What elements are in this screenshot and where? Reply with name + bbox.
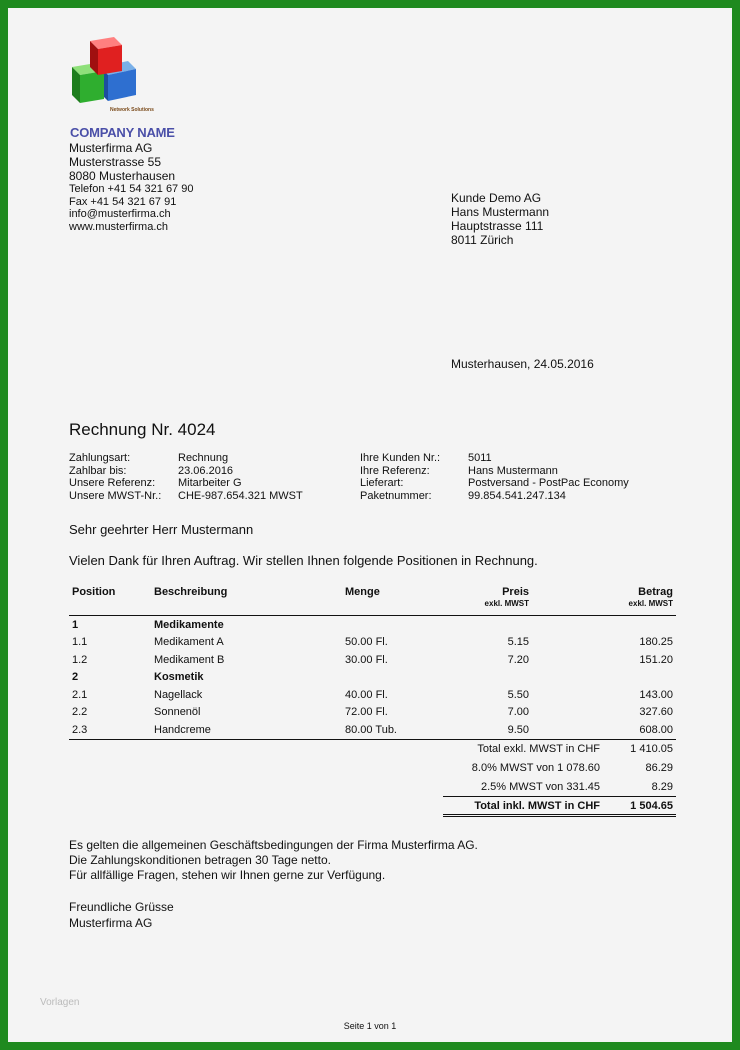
meta-value: 99.854.541.247.134	[468, 489, 566, 502]
header-price	[442, 584, 532, 616]
grand-total-label: Total inkl. MWST in CHF	[443, 797, 603, 816]
table-row	[69, 651, 676, 669]
recipient-city: 8011 Zürich	[451, 233, 514, 247]
sender-phone: Telefon +41 54 321 67 90	[69, 183, 194, 195]
invoice-title: Rechnung Nr. 4024	[69, 420, 216, 439]
logo-tagline: Network Solutions	[110, 107, 154, 113]
logo-company-name: COMPANY NAME	[70, 125, 175, 140]
salutation: Sehr geehrter Herr Mustermann	[69, 522, 254, 537]
totals-label: 8.0% MWST von 1 078.60	[471, 761, 600, 774]
cell-amount: 151.20	[639, 653, 673, 666]
cell-price	[442, 669, 532, 687]
totals-table	[443, 739, 676, 817]
meta-label: Zahlbar bis:	[69, 464, 127, 477]
header-amount-label: Betrag	[638, 586, 673, 598]
cell-price	[442, 616, 532, 634]
meta-right	[360, 452, 680, 502]
cell-quantity	[342, 616, 442, 634]
header-amount	[532, 584, 676, 616]
invoice-page	[8, 8, 732, 1042]
recipient-street: Hauptstrasse 111	[451, 219, 544, 233]
table-row	[69, 616, 676, 634]
cell-amount	[532, 669, 676, 687]
company-logo	[70, 35, 190, 140]
cubes-logo-icon	[70, 35, 150, 107]
table-row	[69, 721, 676, 739]
totals-value: 86.29	[645, 761, 673, 774]
sender-street: Musterstrasse 55	[69, 155, 162, 169]
table-row	[69, 634, 676, 652]
cell-quantity: 50.00 Fl.	[345, 636, 388, 649]
cell-amount: 180.25	[639, 636, 673, 649]
table-row	[69, 704, 676, 722]
table-row	[69, 686, 676, 704]
closing-company: Musterfirma AG	[69, 916, 153, 930]
cell-quantity: 40.00 Fl.	[345, 688, 388, 701]
header-amount-sub: exkl. MWST	[628, 599, 673, 608]
meta-value: Rechnung	[178, 452, 229, 464]
meta-label: Unsere MWST-Nr.:	[69, 489, 162, 502]
cell-quantity	[342, 669, 442, 687]
totals-row	[443, 777, 676, 797]
meta-value: Mitarbeiter G	[178, 477, 242, 489]
meta-label: Zahlungsart:	[69, 452, 131, 464]
totals-value: 1 410.05	[630, 742, 673, 755]
cell-amount: 608.00	[532, 721, 676, 739]
meta-label: Ihre Kunden Nr.:	[360, 452, 441, 464]
meta-left	[69, 452, 369, 502]
meta-value: Hans Mustermann	[468, 464, 558, 477]
meta-label: Ihre Referenz:	[360, 464, 430, 477]
sender-web: www.musterfirma.ch	[69, 220, 169, 233]
sender-address	[69, 141, 193, 233]
cell-price: 5.15	[507, 636, 529, 649]
cell-amount	[532, 616, 676, 634]
meta-value: 23.06.2016	[178, 464, 234, 477]
totals-value: 8.29	[651, 780, 673, 793]
table-header-row	[69, 584, 676, 616]
totals-label: Total exkl. MWST in CHF	[477, 742, 600, 755]
cell-quantity: 30.00 Fl.	[345, 653, 388, 666]
terms-text	[69, 838, 478, 883]
totals-label: 2.5% MWST von 331.45	[480, 780, 600, 793]
cell-description: Kosmetik	[154, 671, 204, 684]
meta-label: Lieferart:	[360, 477, 404, 489]
recipient-address	[451, 191, 549, 247]
cell-description: Handcreme	[151, 721, 342, 739]
invoice-date: Musterhausen, 24.05.2016	[451, 357, 594, 371]
cell-amount: 327.60	[639, 706, 673, 719]
cell-amount: 143.00	[639, 688, 673, 701]
cell-description: Medikamente	[154, 618, 224, 631]
totals-row	[443, 739, 676, 758]
header-quantity: Menge	[342, 584, 442, 616]
table-row	[69, 669, 676, 687]
items-table	[69, 584, 676, 740]
meta-label: Unsere Referenz:	[69, 477, 156, 489]
cell-description: Sonnenöl	[154, 706, 201, 719]
header-position: Position	[69, 584, 151, 616]
header-price-sub: exkl. MWST	[484, 599, 529, 608]
cell-position: 2	[72, 671, 79, 684]
cell-description: Nagellack	[154, 688, 203, 701]
cell-quantity: 80.00 Tub.	[342, 721, 442, 739]
recipient-name: Hans Mustermann	[451, 205, 550, 219]
cell-price: 5.50	[507, 688, 529, 701]
header-description: Beschreibung	[151, 584, 342, 616]
grand-total-value: 1 504.65	[603, 797, 676, 816]
page-number: Seite 1 von 1	[343, 1021, 397, 1031]
intro-text: Vielen Dank für Ihren Auftrag. Wir stellen Ihnen folgende Positionen in Rechnung.	[69, 553, 538, 568]
sender-fax: Fax +41 54 321 67 91	[69, 195, 177, 208]
meta-value: Postversand - PostPac Economy	[468, 477, 629, 489]
cell-price: 9.50	[442, 721, 532, 739]
watermark: Vorlagen	[40, 997, 80, 1008]
cell-position: 1	[72, 618, 79, 631]
header-price-label: Preis	[502, 586, 529, 598]
recipient-company: Kunde Demo AG	[451, 191, 542, 205]
meta-value: CHE-987.654.321 MWST	[178, 489, 303, 502]
sender-company: Musterfirma AG	[69, 141, 153, 155]
closing	[69, 899, 174, 931]
closing-greeting: Freundliche Grüsse	[69, 900, 174, 914]
meta-value: 5011	[468, 452, 492, 464]
cell-position: 2.1	[72, 688, 88, 701]
sender-city: 8080 Musterhausen	[69, 169, 176, 183]
cell-price: 7.20	[507, 653, 529, 666]
cell-position: 1.1	[72, 636, 88, 649]
cell-description: Medikament A	[154, 636, 224, 649]
sender-email: info@musterfirma.ch	[69, 208, 171, 220]
terms-line: Es gelten die allgemeinen Geschäftsbedingungen der Firma Musterfirma AG.	[69, 838, 478, 852]
cell-position: 1.2	[72, 653, 88, 666]
meta-label: Paketnummer:	[360, 489, 432, 502]
cell-price: 7.00	[507, 706, 529, 719]
grand-total-row	[443, 797, 676, 816]
cell-position: 2.3	[69, 721, 151, 739]
cell-position: 2.2	[72, 706, 88, 719]
cell-quantity: 72.00 Fl.	[345, 706, 388, 719]
cell-description: Medikament B	[154, 653, 225, 666]
terms-line: Die Zahlungskonditionen betragen 30 Tage netto.	[69, 853, 331, 867]
totals-row	[443, 758, 676, 777]
terms-line: Für allfällige Fragen, stehen wir Ihnen gerne zur Verfügung.	[69, 868, 386, 882]
